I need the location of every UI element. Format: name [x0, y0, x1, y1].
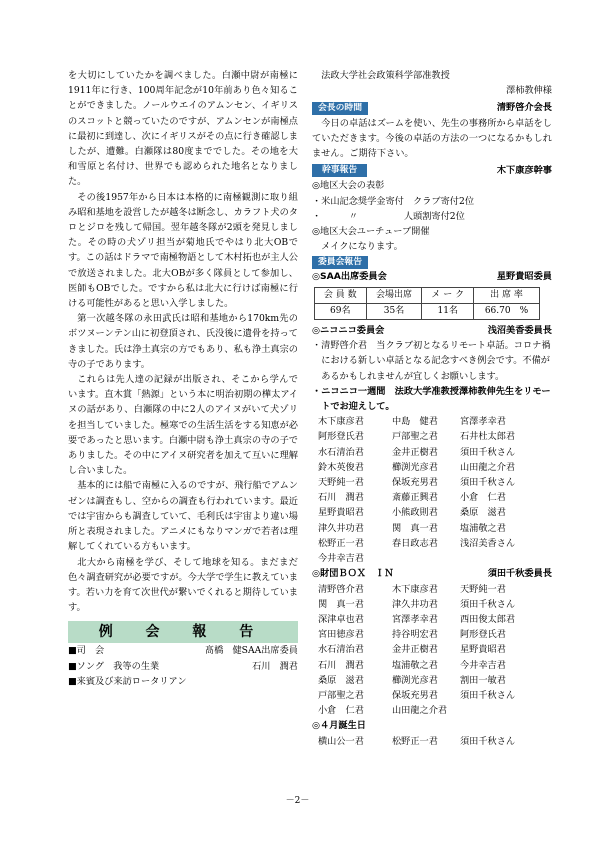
- box-header: [312, 566, 552, 581]
- member-name: 須田千秋さん: [460, 598, 516, 610]
- member-name: 横山公一君: [318, 735, 364, 747]
- member-name: 木下康彦君: [392, 583, 438, 595]
- member-name: 保坂充男君: [392, 477, 438, 489]
- president-text: 今日の卓話はズームを使い、先生の事務所から卓話をしていただきます。今後の卓話の方法の一つになるかもしれません。ご期待下さい。: [312, 117, 552, 160]
- member-name: 西田俊太郎君: [460, 613, 516, 625]
- guest-affiliation: 法政大学社会政策科学部准教授: [321, 70, 450, 81]
- member-name: 阿形登氏君: [460, 629, 506, 641]
- member-name: 保坂充男君: [392, 689, 438, 701]
- member-name: 春日政志君: [392, 537, 438, 549]
- box-names: [312, 582, 552, 719]
- member-name: 山田龍之介君: [460, 461, 516, 473]
- member-name: 宮澤孝幸君: [392, 613, 438, 625]
- member-name: 櫛渕光彦君: [392, 461, 438, 473]
- secretary-line: メイクになります。: [312, 241, 403, 253]
- lecture-paragraph: 第一次越冬隊の永田武氏は昭和基地から170km先のボツヌーンテン山に初登頂され、氏没後に遺骨を持ってきました。氏は浄土真宗の方でもあり、私も浄土真宗の寺の子であります。: [68, 313, 298, 370]
- member-name: 今井幸吉君: [460, 659, 506, 671]
- birthday-header: [312, 718, 552, 733]
- member-name: 戸部聖之君: [392, 431, 438, 443]
- member-name: 天野純一君: [318, 477, 364, 489]
- member-name: 持谷明宏君: [392, 629, 438, 641]
- member-name: 金井正樹君: [392, 644, 438, 656]
- meeting-items: [68, 643, 298, 689]
- attendance-value: 35名: [366, 303, 422, 319]
- member-name: 阿形登氏君: [318, 431, 364, 443]
- member-name: 塩浦敬之君: [460, 522, 506, 534]
- meeting-item-label: ■ソング 我等の生業: [68, 660, 160, 672]
- secretary-line: ・米山記念奨学金寄付 クラブ寄付2位: [312, 195, 475, 207]
- member-name: 須田千秋さん: [460, 689, 516, 701]
- member-name: 天野純一君: [460, 583, 506, 595]
- niconico-title: ◎ニコニコ委員会: [312, 325, 385, 337]
- attendance-value: 66.70 %: [473, 303, 539, 319]
- meeting-item-value: 髙橋 健SAA出席委員: [204, 645, 298, 657]
- member-name: 宮田徳彦君: [318, 629, 364, 641]
- lecture-paragraph: その後1957年から日本は本格的に南極観測に取り組み昭和基地を設営したが越冬は断念し、カラフト犬のタロとジロを残して帰国。翌年越冬隊が2頭を発見しました。その時の犬ゾリ担当が菊地氏でやはり北大OBです。この話はドラマで南極物語として木村拓也が主人公で放送されました。北大OBが多く隊員として参加し、医師もOBでした。ですから私は北大に行けば南極に行ける可能性があると思い入学しました。: [68, 191, 298, 310]
- member-name: 塩浦敬之君: [392, 659, 438, 671]
- birthday-title: ◎４月誕生日: [312, 720, 366, 732]
- meeting-item: [68, 674, 298, 689]
- box-name: 須田千秋委員長: [487, 568, 552, 580]
- niconico-names: [312, 414, 552, 566]
- secretary-name: 木下康彦幹事: [496, 165, 552, 177]
- member-name: 小倉 仁君: [318, 705, 364, 717]
- attendance-header: 会 員 数: [315, 287, 367, 303]
- member-name: 水石清治君: [318, 644, 364, 656]
- niconico-name: 浅沼美香委員長: [487, 325, 552, 337]
- member-name: 桑原 滋君: [460, 507, 506, 519]
- member-name: 石井杜太郎君: [460, 431, 516, 443]
- meeting-report-title: 例 会 報 告: [68, 621, 298, 643]
- member-name: 宮澤孝幸君: [460, 416, 506, 428]
- attendance-value: 69名: [315, 303, 367, 319]
- member-name: 星野貴昭君: [318, 507, 364, 519]
- member-name: [460, 703, 548, 718]
- member-name: 割田一敏君: [460, 674, 506, 686]
- meeting-item-value: 石川 潤君: [252, 660, 298, 672]
- birthday-names: [312, 734, 552, 749]
- member-name: 須田千秋さん: [460, 477, 516, 489]
- president-header: [312, 100, 552, 115]
- meeting-item-label: ■来賓及び来訪ロータリアン: [68, 675, 187, 687]
- lecture-paragraph: を大切にしていたかを調べました。白瀬中尉が南極に1911年に行き、100周年記念が10年前あり色々知ることができました。ノールウエイのアムンセン、イギリスのスコットと競っていたのですが、アムンセンが南極点に最初に到達し、次にイギリスがその点に行き確認しましたが、遭難。白瀬隊は80度まででした。その地を大和雪原と名付け、世界でも認められた地名となりました。: [68, 70, 298, 188]
- member-name: 関 真一君: [318, 598, 364, 610]
- member-name: 松野正一君: [392, 735, 438, 747]
- niconico-item: ・ニコニコ一週間 法政大学准教授澤柿教伸先生をリモートでお迎えして。: [312, 385, 551, 413]
- member-name: [460, 551, 548, 566]
- saa-title: ◎SAA出席委員会: [312, 271, 387, 283]
- member-name: 小熊政則君: [392, 507, 438, 519]
- member-name: 松野正一君: [318, 537, 364, 549]
- president-name: 清野啓介会長: [496, 102, 552, 114]
- member-name: 金井正樹君: [392, 446, 438, 458]
- secretary-line: ・ 〃 人頭割寄付2位: [312, 210, 465, 222]
- member-name: 小倉 仁君: [460, 492, 506, 504]
- right-column: [312, 68, 552, 749]
- saa-name: 星野貴昭委員: [496, 271, 552, 283]
- lecture-text: [68, 68, 298, 615]
- page-number: －2－: [285, 796, 310, 806]
- niconico-item: ・清野啓介君 当クラブ初となるリモート卓話。コロナ禍における新しい卓話となる記念すべき例会です。不備があるかもしれませんが宜しくお願いします。: [312, 340, 551, 382]
- member-name: 桑原 滋君: [318, 674, 364, 686]
- member-name: 中島 健君: [392, 416, 438, 428]
- box-title: ◎財団ＢＯＸ ＩＮ: [312, 568, 394, 580]
- member-name: 石川 潤君: [318, 659, 364, 671]
- member-name: 清野啓介君: [318, 583, 364, 595]
- member-name: 津久井功君: [318, 522, 364, 534]
- lecture-paragraph: 基本的には船で南極に入るのですが、飛行船でアムンゼンは調査もし、空からの調査も行われています。最近では宇宙からも調査していて、毛利氏は宇宙より違い場所と表現されました。アニメにもなりマンガで若者は理解してくれている方もいます。: [68, 480, 298, 553]
- member-name: 須田千秋さん: [460, 735, 516, 747]
- member-name: 星野貴昭君: [460, 644, 506, 656]
- member-name: 櫛渕光彦君: [392, 674, 438, 686]
- secretary-header: [312, 163, 552, 178]
- member-name: 浅沼美香さん: [460, 537, 516, 549]
- secretary-line: ◎地区大会ユーチューブ開催: [312, 226, 430, 238]
- member-name: 関 真一君: [392, 522, 438, 534]
- committee-tag: 委員会報告: [312, 256, 368, 269]
- meeting-item-label: ■司 会: [68, 645, 105, 657]
- left-column: [68, 68, 298, 689]
- attendance-value: 11名: [422, 303, 474, 319]
- attendance-table: [314, 287, 540, 320]
- member-name: [392, 551, 460, 566]
- lecture-paragraph: これらは先人達の記録が出版され、そこから学んでいます。直木賞「熱源」という本に明治初期の樺太アイヌの話があり、白瀬隊の中に2人のアイヌがいて犬ゾリを担当していました。極寒での生活生活をする知恵が必要であったと思います。白瀬中尉も浄土真宗の寺の子でありました。その中にアイヌ研究者を加えて互いに理解し合いました。: [68, 374, 298, 477]
- member-name: 須田千秋さん: [460, 446, 516, 458]
- meeting-item: [68, 643, 298, 658]
- member-name: 戸部聖之君: [318, 689, 364, 701]
- committee-header: [312, 256, 552, 269]
- secretary-line: ◎地区大会の表彰: [312, 180, 385, 192]
- member-name: 鈴木英俊君: [318, 461, 364, 473]
- attendance-header: メ ー ク: [422, 287, 474, 303]
- member-name: 今井幸吉君: [318, 553, 364, 565]
- member-name: 津久井功君: [392, 598, 438, 610]
- meeting-item: [68, 659, 298, 674]
- guest-name: 澤柿教伸様: [506, 85, 552, 97]
- member-name: 斎藤正興君: [392, 492, 438, 504]
- niconico-items: [312, 338, 552, 414]
- member-name: 山田龍之介君: [392, 705, 448, 717]
- attendance-header: 出 席 率: [473, 287, 539, 303]
- saa-header: [312, 269, 552, 284]
- secretary-tag: 幹事報告: [312, 164, 367, 177]
- niconico-header: [312, 323, 552, 338]
- president-tag: 会長の時間: [312, 102, 368, 115]
- member-name: 木下康彦君: [318, 416, 364, 428]
- secretary-report: [312, 178, 552, 254]
- member-name: 石川 潤君: [318, 492, 364, 504]
- attendance-header: 会場出席: [366, 287, 422, 303]
- member-name: 深津卓也君: [318, 613, 364, 625]
- lecture-paragraph: 北大から南極を学び、そして地球を知る。まだまだ色々調査研究が必要ですが。今大学で学生に教えています。若い力を育て次世代が繋いでくれると期待しています。: [68, 556, 298, 614]
- member-name: 水石清治君: [318, 446, 364, 458]
